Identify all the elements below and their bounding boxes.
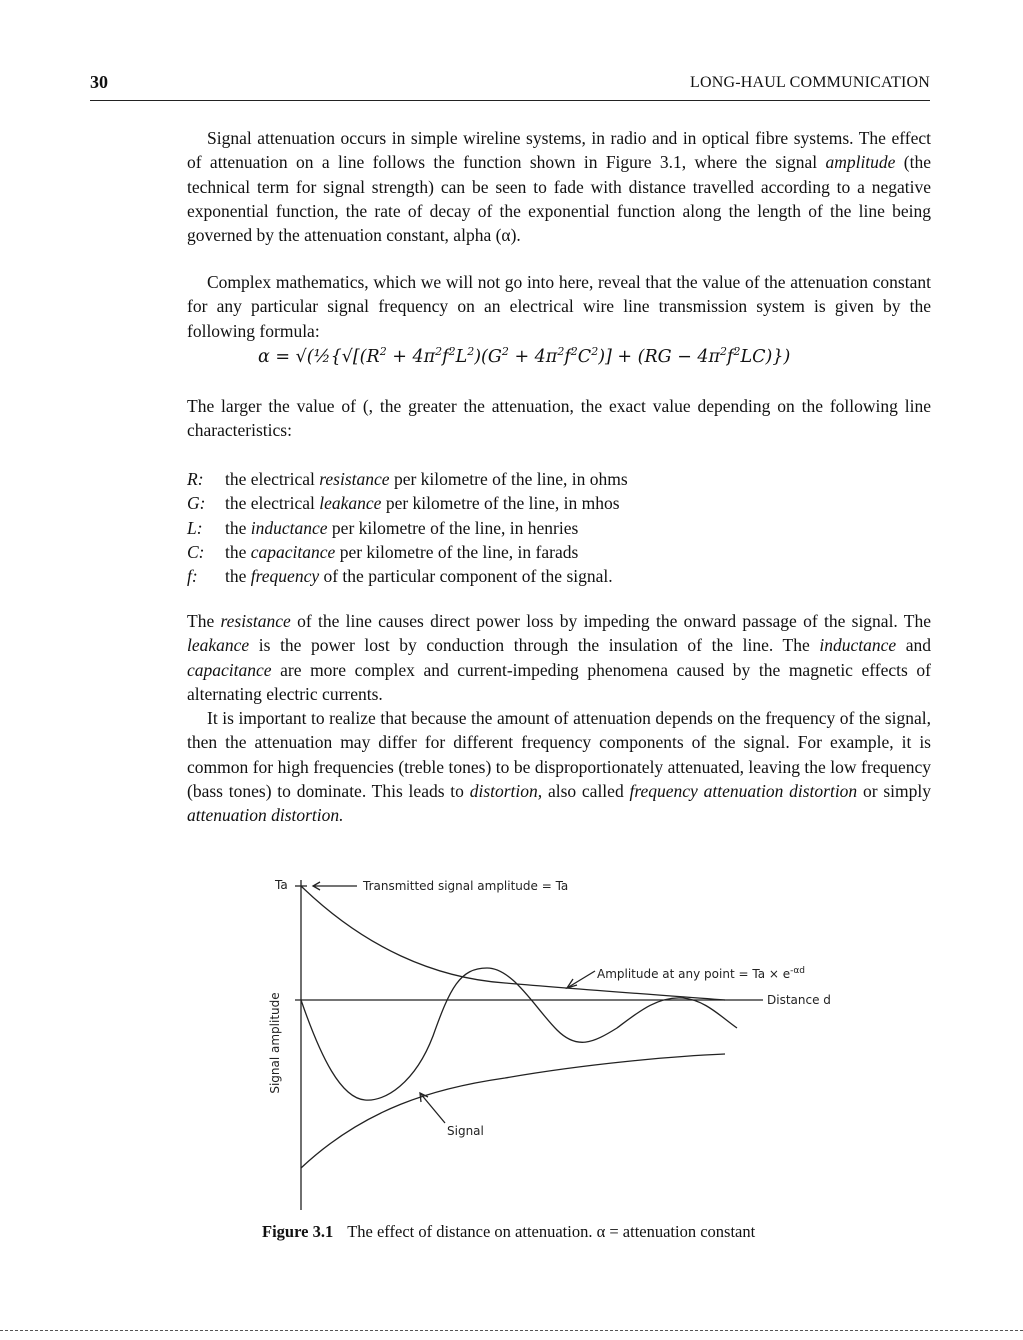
lower-envelope-curve (301, 1054, 725, 1168)
definition-list (187, 467, 931, 588)
attenuation-formula: $\alpha = √(\frac{1}{2}\{√[(R^2 + 4\pi^2f^2L^2)(G^2 + 4\pi^2f^2C^2)] + (RG - 4\pi^2f^2LC)\})$ (258, 345, 791, 367)
paragraph-line-characteristics: The larger the value of (, the greater the attenuation, the exact value depending on the following line characteristics: (187, 396, 931, 441)
paragraph-attenuation-distortion: It is important to realize that because the amount of attenuation depends on the frequency of the signal, then the attenuation may differ for different frequency components of the signal. For example, it is common for high frequencies (treble tones) to be disproportionately attenuated, leaving the low frequency (bass tones) to dominate. This leads to distortion, also called frequency attenuation distortion or simply attenuation distortion. (187, 708, 931, 826)
upper-envelope-curve (301, 886, 725, 1000)
signal-label: Signal (447, 1124, 484, 1138)
envelope-leader-line (567, 971, 595, 988)
definition-inductance: L: the inductance per kilometre of the line, in henries (187, 517, 579, 538)
distance-label: Distance d (767, 993, 831, 1007)
amplitude-formula-label: Amplitude at any point = $Ta \times e^{-\alpha d}$ (597, 966, 806, 981)
attenuated-signal-curve (301, 968, 737, 1100)
signal-leader-line (420, 1093, 445, 1123)
page-bottom-edge (0, 1330, 1023, 1331)
definition-frequency: f: the frequency of the particular component of the signal. (187, 566, 613, 587)
page-number: 30 (90, 72, 108, 92)
attenuation-diagram (255, 868, 875, 1213)
amplitude-exponent: -αd (790, 966, 806, 976)
definition-resistance: R: the electrical resistance per kilometre of the line, in ohms (187, 469, 628, 489)
paragraph-attenuation-intro: Signal attenuation occurs in simple wireline systems, in radio and in optical fibre systems. The effect of attenuation on a line follows the function shown in Figure 3.1, where the signal amplitude (the technical term for signal strength) can be seen to fade with distance travelled according to a negative exponential function, the rate of decay of the exponential function along the length of the line being governed by the attenuation constant, alpha (α). (187, 128, 931, 246)
figure-number: Figure 3.1 (262, 1222, 334, 1241)
caption-text: The effect of distance on attenuation. α = attenuation constant (347, 1222, 756, 1241)
ta-label: Ta (275, 878, 288, 892)
definition-leakance: G: the electrical leakance per kilometre of the line, in mhos (187, 493, 620, 514)
transmitted-amplitude-label: Transmitted signal amplitude = Ta (363, 879, 569, 893)
y-axis-label: Signal amplitude (268, 992, 282, 1094)
figure-caption (262, 1222, 755, 1242)
definition-capacitance: C: the capacitance per kilometre of the line, in farads (187, 541, 579, 562)
running-title: LONG-HAUL COMMUNICATION (690, 74, 930, 91)
running-head (90, 70, 930, 101)
figure-attenuation-diagram (255, 868, 875, 1213)
term-amplitude: amplitude (825, 152, 896, 173)
paragraph-characteristics-explained: The resistance of the line causes direct power loss by impeding the onward passage of the signal. The leakance is the power lost by conduction through the insulation of the line. The inductance and capacitance are more complex and current-impeding phenomena caused by the magnetic effects of alternating electric currents. It is important to realize that because the amount of attenuation depends on the frequency of the signal, then the attenuation may differ for different frequency components of the signal. For example, it is common for high frequencies (treble tones) to be disproportionately attenuated, leaving the low frequency (bass tones) to dominate. This leads to distortion, also called frequency attenuation distortion or simply attenuation distortion. (187, 609, 931, 828)
paragraph-formula-intro: Complex mathematics, which we will not go into here, reveal that the value of the attenuation constant for any particular signal frequency on an electrical wire line transmission system is given by the following formula: (187, 272, 931, 341)
